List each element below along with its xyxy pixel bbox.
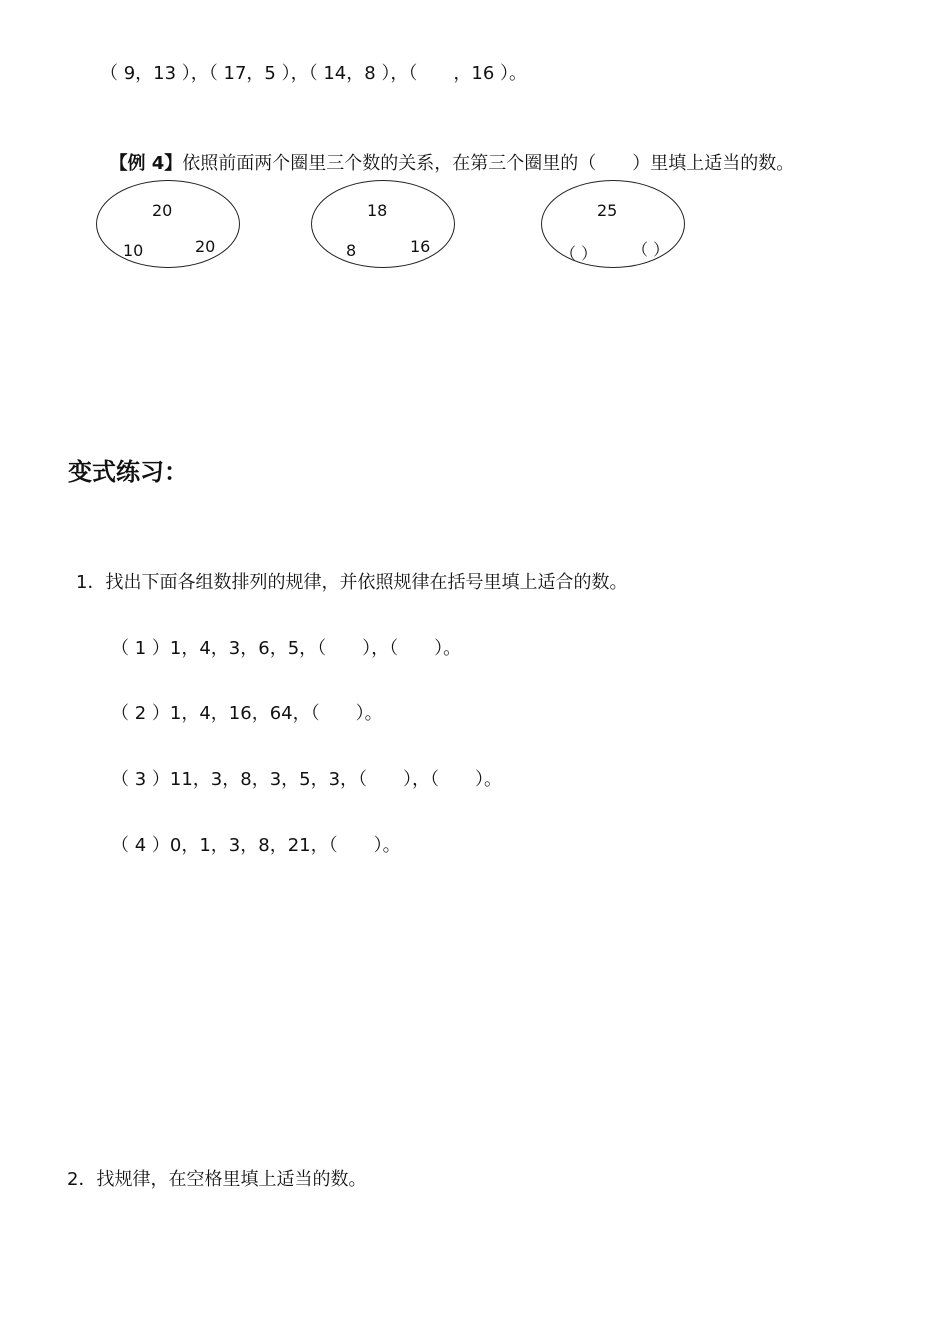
question-2-stem: 2．找规律，在空格里填上适当的数。 [67,1169,367,1190]
number-circle-2 [311,180,455,268]
question-1-item-3: （ 3 ）11，3，8，3，5，3，（ ），（ ）。 [111,769,503,790]
circle-2-right-number: 16 [410,237,431,256]
example-4-prompt [98,128,794,176]
practice-heading: 变式练习： [68,458,188,486]
question-1-stem: 1．找出下面各组数排列的规律，并依照规律在括号里填上适合的数。 [76,572,628,593]
example-4-label: 【例 4】 [109,153,183,174]
circle-3-right-blank: （ ） [632,240,670,259]
question-1-item-4: （ 4 ）0，1，3，8，21，（ ）。 [111,835,401,856]
circle-3-top-number: 25 [597,201,618,220]
question-1-item-1: （ 1 ）1，4，3，6，5，（ ），（ ）。 [111,638,462,659]
circle-1-top-number: 20 [152,201,173,220]
circle-1-right-number: 20 [195,237,216,256]
example-4-text: 依照前面两个圈里三个数的关系，在第三个圈里的（ ）里填上适当的数。 [182,153,795,174]
circle-3-left-blank: （ ） [560,244,598,263]
circle-1-left-number: 10 [123,241,144,260]
number-circle-3 [541,180,685,268]
number-circle-1 [96,180,240,268]
circle-2-left-number: 8 [346,241,357,260]
question-1-item-2: （ 2 ）1，4，16，64，（ ）。 [111,703,383,724]
intro-sequence-line: （ 9，13 ），（ 17，5 ），（ 14，8 ），（ ，16 ）。 [100,63,528,84]
circle-2-top-number: 18 [367,201,388,220]
